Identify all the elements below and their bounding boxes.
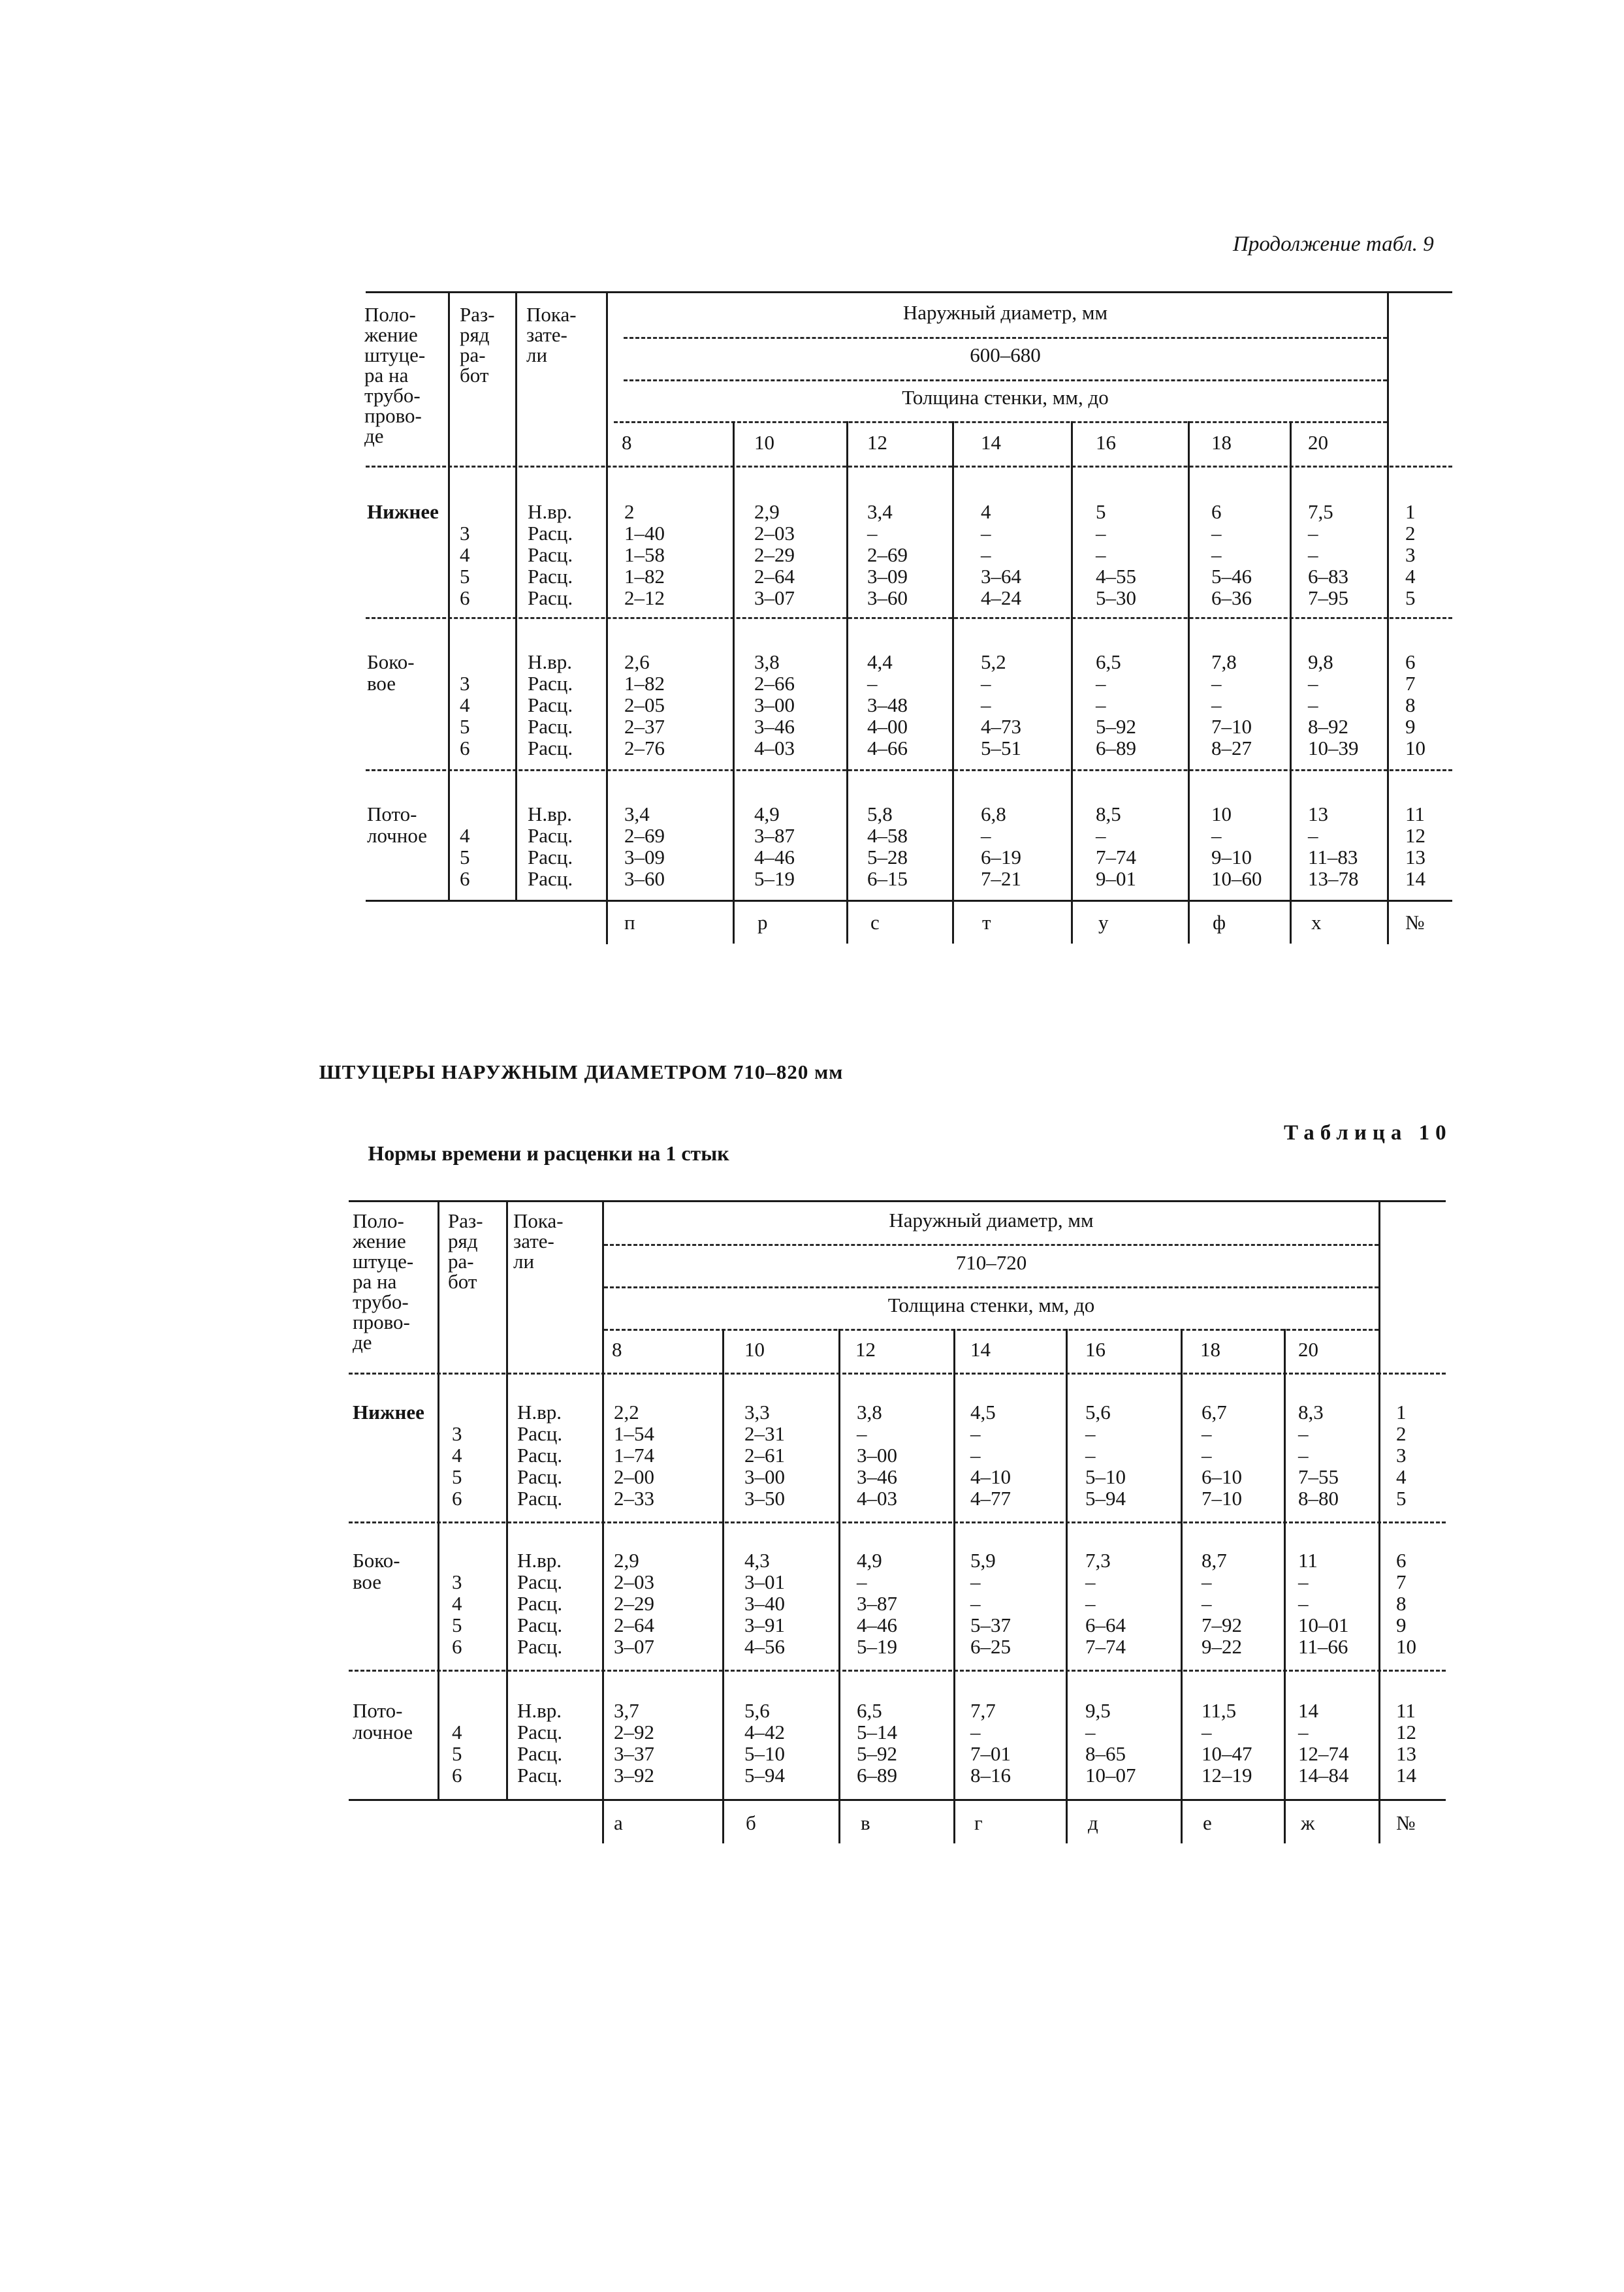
column-letter: р — [757, 911, 768, 934]
thickness-12: 12 — [855, 1338, 876, 1361]
cell-column: 3,7 2–92 3–37 3–92 — [614, 1699, 654, 1787]
thickness-8: 8 — [612, 1338, 622, 1361]
cell-column: 2,9 2–03 2–29 2–64 3–07 — [754, 500, 795, 609]
thickness-14: 14 — [970, 1338, 991, 1361]
cell-column: 6,7 – – 6–10 7–10 — [1202, 1401, 1242, 1510]
indicator-values: Н.вр. Расц. Расц. Расц. Расц. — [517, 1549, 563, 1658]
row-numbers: 6 7 8 9 10 — [1405, 650, 1425, 759]
header-wall-thickness: Толщина стенки, мм, до — [902, 386, 1109, 409]
cell-column: 4,9 3–87 4–46 5–19 — [754, 803, 795, 890]
row-numbers: 6 7 8 9 10 — [1396, 1549, 1416, 1658]
column-letter: в — [861, 1811, 870, 1834]
row-numbers: 11 12 13 14 — [1405, 803, 1425, 890]
cell-column: 7,8 – – 7–10 8–27 — [1211, 650, 1252, 759]
cell-column: 4,9 – 3–87 4–46 5–19 — [857, 1549, 897, 1658]
cell-column: 6,8 – 6–19 7–21 — [981, 803, 1021, 890]
cell-column: 2 1–40 1–58 1–82 2–12 — [624, 500, 665, 609]
grade-values: 4 5 6 — [460, 824, 470, 890]
grade-values: 3 4 5 6 — [460, 522, 470, 609]
cell-column: 6,5 5–14 5–92 6–89 — [857, 1699, 897, 1787]
header-diameter-range: 710–720 — [955, 1251, 1027, 1274]
cell-column: 8,3 – – 7–55 8–80 — [1298, 1401, 1339, 1510]
cell-column: 4,5 – – 4–10 4–77 — [970, 1401, 1011, 1510]
cell-column: 5 – – 4–55 5–30 — [1096, 500, 1136, 609]
continuation-note: Продолжение табл. 9 — [1233, 232, 1434, 256]
header-grade: Раз- ряд ра- бот — [460, 303, 495, 387]
cell-column: 7,5 – – 6–83 7–95 — [1308, 500, 1348, 609]
header-indicators: Пока- зате- ли — [526, 303, 577, 366]
cell-column: 8,7 – – 7–92 9–22 — [1202, 1549, 1242, 1658]
position-side: Боко- вое — [353, 1549, 400, 1593]
cell-column: 14 – 12–74 14–84 — [1298, 1699, 1349, 1787]
number-sign: № — [1396, 1811, 1416, 1834]
header-position: Поло- жение штуце- ра на трубо- прово- де — [364, 303, 426, 447]
indicator-values: Н.вр. Расц. Расц. Расц. Расц. — [528, 650, 573, 759]
section-title: ШТУЦЕРЫ НАРУЖНЫМ ДИАМЕТРОМ 710–820 мм — [319, 1060, 844, 1083]
cell-column: 4,4 – 3–48 4–00 4–66 — [867, 650, 908, 759]
indicator-values: Н.вр. Расц. Расц. Расц. Расц. — [517, 1401, 563, 1510]
cell-column: 5,9 – – 5–37 6–25 — [970, 1549, 1011, 1658]
cell-column: 5,6 4–42 5–10 5–94 — [744, 1699, 785, 1787]
table-label: Таблица 10 — [1284, 1121, 1452, 1145]
indicator-values: Н.вр. Расц. Расц. Расц. — [528, 803, 573, 890]
column-letter: ж — [1301, 1811, 1315, 1834]
cell-column: 8,5 – 7–74 9–01 — [1096, 803, 1136, 890]
position-side: Боко- вое — [367, 650, 415, 695]
header-grade: Раз- ряд ра- бот — [448, 1209, 483, 1293]
column-letter: ф — [1213, 911, 1226, 934]
column-letter: а — [614, 1811, 623, 1834]
cell-column: 3,8 – 3–00 3–46 4–03 — [857, 1401, 897, 1510]
cell-column: 3,3 2–31 2–61 3–00 3–50 — [744, 1401, 785, 1510]
row-numbers: 11 12 13 14 — [1396, 1699, 1416, 1787]
cell-column: 2,2 1–54 1–74 2–00 2–33 — [614, 1401, 654, 1510]
position-lower: Нижнее — [367, 500, 439, 523]
column-letter: с — [870, 911, 880, 934]
cell-column: 7,7 – 7–01 8–16 — [970, 1699, 1011, 1787]
thickness-10: 10 — [754, 431, 774, 454]
position-ceiling: Пото- лочное — [367, 803, 427, 847]
thickness-18: 18 — [1211, 431, 1232, 454]
column-letter: г — [974, 1811, 983, 1834]
cell-column: 5,2 – – 4–73 5–51 — [981, 650, 1021, 759]
header-wall-thickness: Толщина стенки, мм, до — [887, 1294, 1095, 1316]
cell-column: 4 – – 3–64 4–24 — [981, 500, 1021, 609]
position-lower: Нижнее — [353, 1401, 424, 1424]
cell-column: 3,8 2–66 3–00 3–46 4–03 — [754, 650, 795, 759]
column-letter: х — [1311, 911, 1322, 934]
table-subtitle: Нормы времени и расценки на 1 стык — [368, 1141, 729, 1165]
column-letter: т — [982, 911, 991, 934]
grade-values: 3 4 5 6 — [460, 672, 470, 759]
number-sign: № — [1405, 911, 1425, 934]
header-diameter-range: 600–680 — [970, 343, 1041, 366]
cell-column: 6 – – 5–46 6–36 — [1211, 500, 1252, 609]
position-ceiling: Пото- лочное — [353, 1699, 413, 1743]
header-position: Поло- жение штуце- ра на трубо- прово- де — [353, 1209, 414, 1354]
indicator-values: Н.вр. Расц. Расц. Расц. — [517, 1699, 563, 1787]
thickness-12: 12 — [867, 431, 887, 454]
cell-column: 7,3 – – 6–64 7–74 — [1085, 1549, 1126, 1658]
cell-column: 3,4 – 2–69 3–09 3–60 — [867, 500, 908, 609]
column-letter: б — [746, 1811, 756, 1834]
header-indicators: Пока- зате- ли — [513, 1209, 564, 1273]
cell-column: 5,8 4–58 5–28 6–15 — [867, 803, 908, 890]
row-numbers: 1 2 3 4 5 — [1396, 1401, 1407, 1510]
cell-column: 11,5 – 10–47 12–19 — [1202, 1699, 1252, 1787]
thickness-20: 20 — [1298, 1338, 1318, 1361]
cell-column: 11 – – 10–01 11–66 — [1298, 1549, 1349, 1658]
thickness-14: 14 — [981, 431, 1001, 454]
row-numbers: 1 2 3 4 5 — [1405, 500, 1416, 609]
cell-column: 9,5 – 8–65 10–07 — [1085, 1699, 1136, 1787]
cell-column: 10 – 9–10 10–60 — [1211, 803, 1262, 890]
cell-column: 4,3 3–01 3–40 3–91 4–56 — [744, 1549, 785, 1658]
cell-column: 5,6 – – 5–10 5–94 — [1085, 1401, 1126, 1510]
column-letter: е — [1203, 1811, 1212, 1834]
grade-values: 3 4 5 6 — [452, 1570, 462, 1658]
header-outer-diameter: Наружный диаметр, мм — [902, 301, 1108, 324]
thickness-10: 10 — [744, 1338, 765, 1361]
column-letter: д — [1088, 1811, 1098, 1834]
cell-column: 9,8 – – 8–92 10–39 — [1308, 650, 1359, 759]
grade-values: 4 5 6 — [452, 1721, 462, 1787]
cell-column: 2,6 1–82 2–05 2–37 2–76 — [624, 650, 665, 759]
thickness-20: 20 — [1308, 431, 1328, 454]
thickness-16: 16 — [1096, 431, 1116, 454]
indicator-values: Н.вр. Расц. Расц. Расц. Расц. — [528, 500, 573, 609]
cell-column: 2,9 2–03 2–29 2–64 3–07 — [614, 1549, 654, 1658]
thickness-18: 18 — [1200, 1338, 1220, 1361]
cell-column: 3,4 2–69 3–09 3–60 — [624, 803, 665, 890]
thickness-8: 8 — [622, 431, 632, 454]
header-outer-diameter: Наружный диаметр, мм — [889, 1209, 1094, 1232]
grade-values: 3 4 5 6 — [452, 1422, 462, 1510]
cell-column: 13 – 11–83 13–78 — [1308, 803, 1359, 890]
column-letter: п — [624, 911, 635, 934]
column-letter: у — [1098, 911, 1109, 934]
thickness-16: 16 — [1085, 1338, 1106, 1361]
cell-column: 6,5 – – 5–92 6–89 — [1096, 650, 1136, 759]
